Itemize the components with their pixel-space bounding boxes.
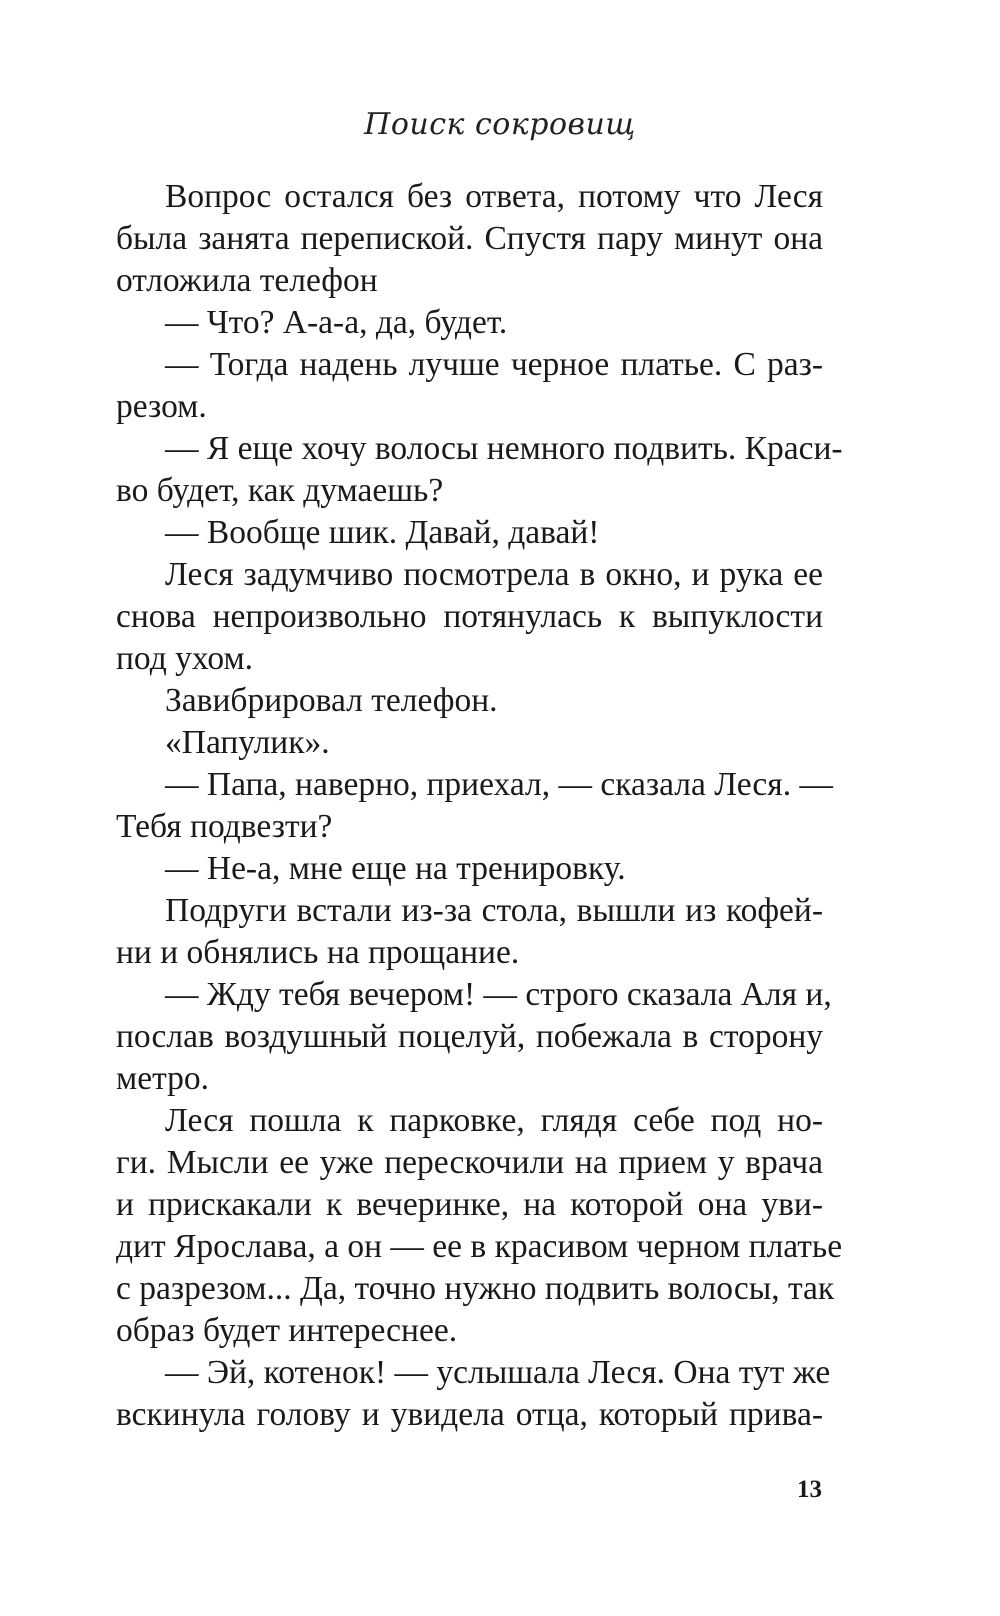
text-line: резом. xyxy=(116,388,207,425)
text-line: — Что? А-а-а, да, будет. xyxy=(165,304,508,341)
text-line: Тебя подвезти? xyxy=(116,808,333,845)
text-line: послав воздушный поцелуй, побежала в сторону xyxy=(116,1018,823,1055)
text-line: — Не-а, мне еще на тренировку. xyxy=(165,850,626,887)
text-line: «Папулик». xyxy=(165,724,330,761)
text-line: дит Ярослава, а он — ее в красивом черном платье xyxy=(116,1228,843,1265)
running-head: Поиск сокровищ xyxy=(364,107,636,142)
text-line: ги. Мысли ее уже перескочили на прием у врача xyxy=(116,1144,823,1181)
text-line: Вопрос остался без ответа, потому что Леся xyxy=(165,178,823,215)
text-line: во будет, как думаешь? xyxy=(116,472,444,509)
body-text xyxy=(116,176,843,1436)
text-line: Подруги встали из-за стола, вышли из кофей- xyxy=(165,892,823,929)
text-line: с разрезом... Да, точно нужно подвить волосы, так xyxy=(116,1270,835,1307)
text-line: вскинула голову и увидела отца, который прива- xyxy=(116,1396,823,1433)
text-line: — Вообще шик. Давай, давай! xyxy=(165,514,600,551)
text-line: — Эй, котенок! — услышала Леся. Она тут же xyxy=(165,1354,831,1391)
text-line: — Папа, наверно, приехал, — сказала Леся. — xyxy=(165,766,833,803)
text-line: метро. xyxy=(116,1060,209,1097)
text-line: — Тогда надень лучше черное платье. С раз- xyxy=(165,346,823,383)
text-line: ни и обнялись на прощание. xyxy=(116,934,520,971)
page-number: 13 xyxy=(797,1476,822,1503)
text-line: Леся задумчиво посмотрела в окно, и рука ее xyxy=(165,556,823,593)
text-line: была занята перепиской. Спустя пару минут она xyxy=(116,220,823,257)
text-line: Завибрировал телефон. xyxy=(165,682,498,719)
text-line: Леся пошла к парковке, глядя себе под но- xyxy=(165,1102,823,1139)
text-line: под ухом. xyxy=(116,640,254,677)
text-line: снова непроизвольно потянулась к выпуклости xyxy=(116,598,823,635)
text-line: — Я еще хочу волосы немного подвить. Краси- xyxy=(165,430,843,467)
text-line: образ будет интереснее. xyxy=(116,1312,458,1349)
text-line: и прискакали к вечеринке, на которой она уви- xyxy=(116,1186,823,1223)
text-line: отложила телефон xyxy=(116,262,378,299)
text-line: — Жду тебя вечером! — строго сказала Аля и, xyxy=(165,976,832,1013)
